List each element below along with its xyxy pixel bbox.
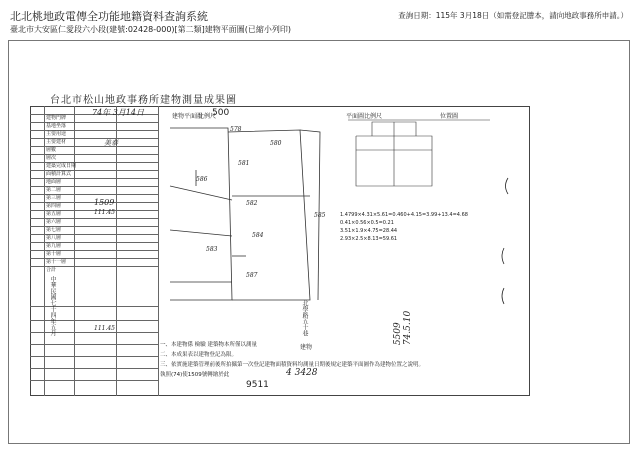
table-row-label: 第三層 (46, 195, 62, 201)
land-number: 580 (270, 140, 282, 147)
calc-line-4: 2.93×2.5×8.13=59.61 (340, 236, 398, 242)
main-floor-area: 111.45 (94, 209, 115, 216)
document-subtitle: 臺北市大安區仁愛段六小段(建號:02428-000)[第二類]建物平面圖(已縮小列印) (10, 25, 292, 34)
location-label: 位置圖 (440, 113, 459, 120)
note-1: 一、本建物係 檢驗 建築物本所僅以測量 (160, 342, 257, 348)
document-number: 1509 (94, 198, 115, 207)
road-name: 北學路五十巷 (301, 300, 308, 336)
table-row-label: 第十層 (46, 251, 62, 257)
table-row-label: 建物門牌 (46, 115, 67, 121)
table-row-label: 第九層 (46, 243, 62, 249)
total-area: 111.45 (94, 325, 115, 332)
table-row-label: 建築完成日期 (46, 163, 77, 169)
calc-line-2: 0.41×0.56×0.5=0.21 (340, 220, 394, 226)
table-row-label: 合計 (46, 267, 57, 273)
table-row-label: 主要用途 (46, 131, 67, 137)
land-number: 583 (206, 246, 218, 253)
calc-line-3: 3.51×1.9×4.75=28.44 (340, 228, 398, 234)
note-3: 三、依實施建築管理前後所拍攝第一次登記建物面積資料均測量日期後規定建築平面圖作為建物位置之說明。 (160, 362, 425, 368)
stamp-number: 9511 (246, 380, 269, 390)
query-date: 查詢日期：115年 3月18日（如需登記謄本，請向地政事務所申請。） (398, 11, 628, 20)
note-4: 執照(74)使1509號轉繪於此 (160, 372, 230, 378)
land-number: 582 (246, 200, 258, 207)
table-row-label: 第七層 (46, 227, 62, 233)
table-row-label: 面積計算式 (46, 171, 72, 177)
inspector-stamp: 5509 74.5.10 (393, 310, 414, 346)
table-row-label: 第五層 (46, 211, 62, 217)
table-row-label: 第十一層 (46, 259, 67, 265)
table-row-label: 基地坐落 (46, 123, 67, 129)
system-title: 北北桃地政電傳全功能地籍資料查詢系統 (10, 10, 208, 23)
land-number: 586 (196, 176, 208, 183)
land-number: 587 (246, 272, 258, 279)
sheet-title: 台北市松山地政事務所建物測量成果圖 (50, 95, 237, 106)
land-number: 585 (314, 212, 326, 219)
handwritten-number: 4 3428 (286, 368, 318, 378)
sign-label: 建物 (300, 344, 313, 351)
vertical-date-note: 中華民國七十四年五月 (49, 276, 56, 336)
scale-label: 比例尺 (198, 113, 217, 120)
table-row-label: 第二層 (46, 187, 62, 193)
bldg-label: 建物平面圖 (172, 113, 203, 120)
table-row-label: 主要建材 (46, 139, 67, 145)
applicant-name: 美泰 (104, 139, 118, 147)
table-row-label: 第八層 (46, 235, 62, 241)
land-number: 578 (230, 126, 242, 133)
land-number: 581 (238, 160, 250, 167)
scale-value: 500 (212, 108, 230, 118)
land-number: 584 (252, 232, 264, 239)
table-row-label: 層次 (46, 155, 57, 161)
table-row-label: 第四層 (46, 203, 62, 209)
table-row-label: 地面層 (46, 179, 62, 185)
note-2: 二、本成果表以建物登記為限。 (160, 352, 238, 358)
survey-date: 74年 3月14日 (92, 108, 144, 117)
table-row-label: 第六層 (46, 219, 62, 225)
plan-scale-label: 平面圖比例尺 (346, 113, 383, 120)
table-row-label: 層數 (46, 147, 57, 153)
calc-line-1: 1.4799×4.31×5.61=0.460+4.15=3.99+13.4=4.68 (340, 212, 468, 218)
